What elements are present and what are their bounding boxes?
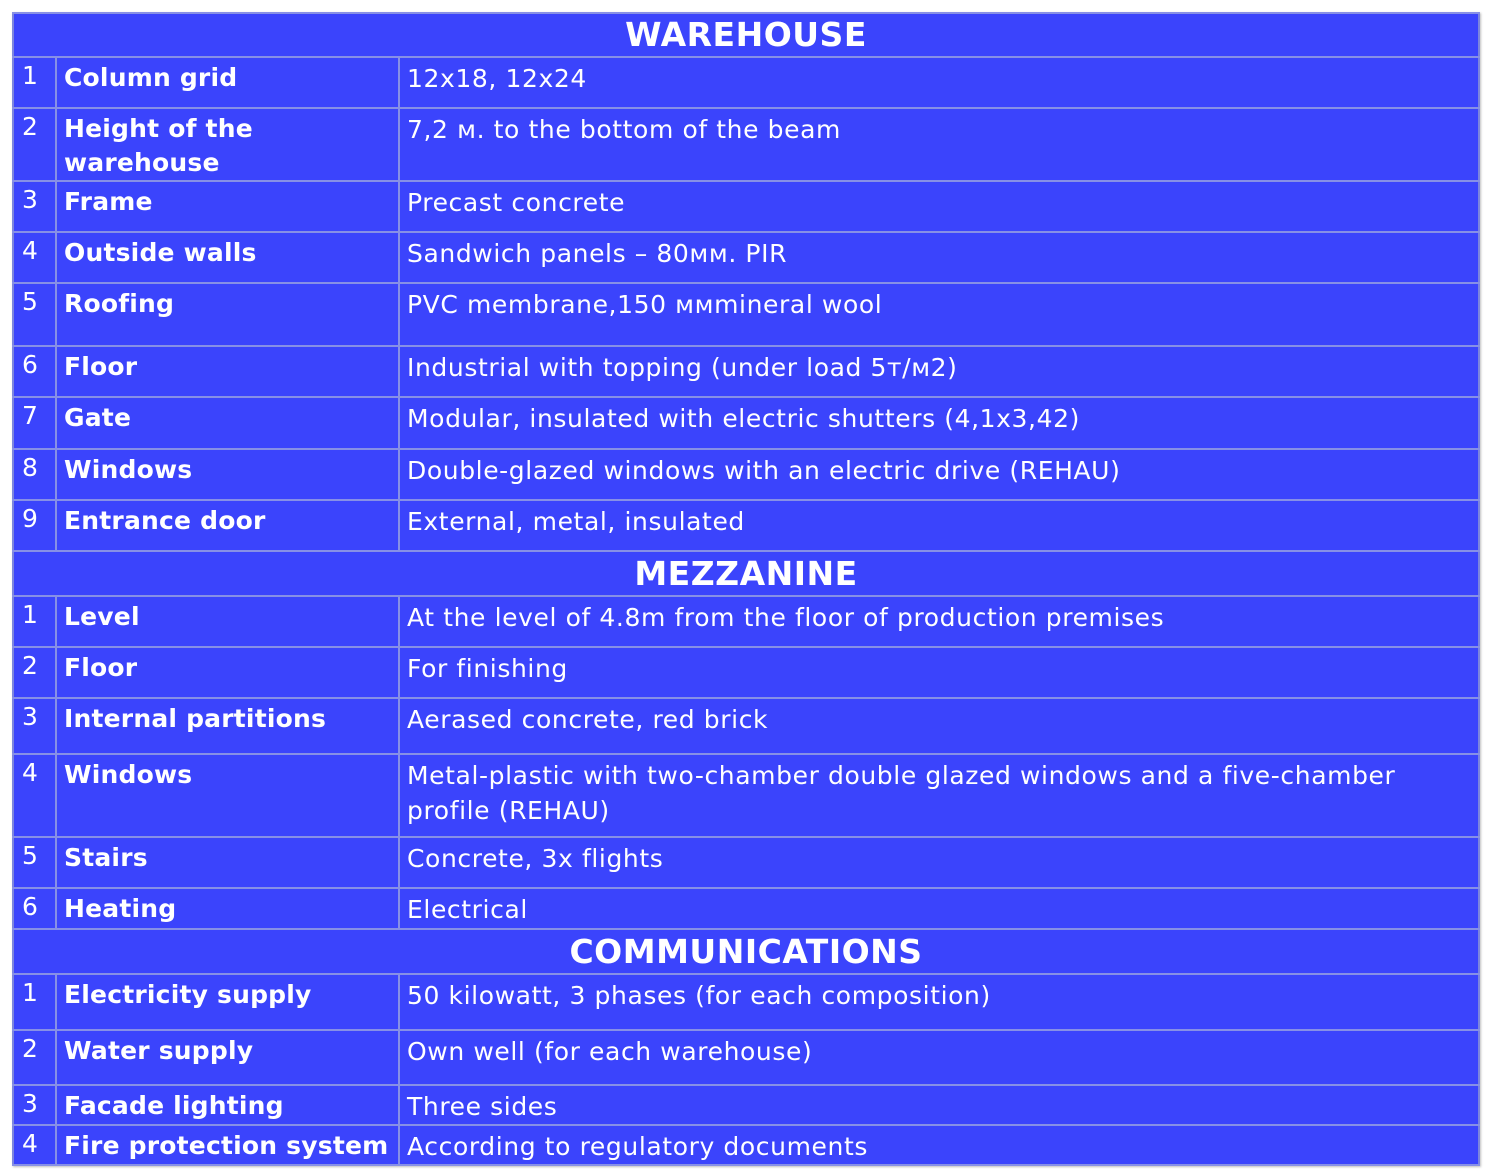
- row-value: At the level of 4.8m from the floor of production premises: [399, 596, 1479, 647]
- row-value: Own well (for each warehouse): [399, 1030, 1479, 1085]
- row-number: 4: [13, 754, 56, 837]
- row-parameter: Facade lighting: [56, 1085, 399, 1125]
- row-parameter: Floor: [56, 346, 399, 397]
- row-number: 4: [13, 232, 56, 283]
- table-row: [13, 108, 1479, 181]
- row-value: 12x18, 12x24: [399, 57, 1479, 108]
- row-number: 6: [13, 888, 56, 929]
- row-number: 7: [13, 397, 56, 449]
- row-parameter: Level: [56, 596, 399, 647]
- section-header-mezzanine: [13, 551, 1479, 596]
- table-row: [13, 397, 1479, 449]
- row-value: For finishing: [399, 647, 1479, 698]
- table-row: [13, 346, 1479, 397]
- row-parameter: Electricity supply: [56, 974, 399, 1030]
- table-row: [13, 283, 1479, 346]
- section-title: WAREHOUSE: [13, 13, 1479, 57]
- row-parameter: Water supply: [56, 1030, 399, 1085]
- row-number: 2: [13, 647, 56, 698]
- row-number: 6: [13, 346, 56, 397]
- row-value: Three sides: [399, 1085, 1479, 1125]
- table-row: [13, 1125, 1479, 1165]
- row-parameter: Roofing: [56, 283, 399, 346]
- row-parameter: Heating: [56, 888, 399, 929]
- table-row: [13, 500, 1479, 551]
- row-number: 2: [13, 1030, 56, 1085]
- row-value: 50 kilowatt, 3 phases (for each composition): [399, 974, 1479, 1030]
- table-row: [13, 232, 1479, 283]
- row-value: Metal-plastic with two-chamber double glazed windows and a five-chamber profile (REHAU): [399, 754, 1479, 837]
- row-value: Electrical: [399, 888, 1479, 929]
- row-value: Sandwich panels – 80мм. PIR: [399, 232, 1479, 283]
- row-value: Modular, insulated with electric shutters (4,1x3,42): [399, 397, 1479, 449]
- row-value: 7,2 м. to the bottom of the beam: [399, 108, 1479, 181]
- row-number: 1: [13, 974, 56, 1030]
- row-number: 4: [13, 1125, 56, 1165]
- row-parameter: Internal partitions: [56, 698, 399, 754]
- table-row: [13, 888, 1479, 929]
- row-parameter: Entrance door: [56, 500, 399, 551]
- table-row: [13, 181, 1479, 232]
- table-row: [13, 647, 1479, 698]
- section-title: MEZZANINE: [13, 551, 1479, 596]
- row-value: Double-glazed windows with an electric drive (REHAU): [399, 449, 1479, 500]
- section-title: COMMUNICATIONS: [13, 929, 1479, 974]
- row-value: External, metal, insulated: [399, 500, 1479, 551]
- table-row: [13, 698, 1479, 754]
- row-number: 2: [13, 108, 56, 181]
- row-parameter: Column grid: [56, 57, 399, 108]
- row-number: 9: [13, 500, 56, 551]
- row-parameter: Gate: [56, 397, 399, 449]
- row-number: 1: [13, 57, 56, 108]
- spec-table-body: [13, 13, 1479, 1165]
- table-row: [13, 596, 1479, 647]
- table-row: [13, 837, 1479, 888]
- row-value: PVC membrane,150 ммmineral wool: [399, 283, 1479, 346]
- table-row: [13, 1085, 1479, 1125]
- row-value: According to regulatory documents: [399, 1125, 1479, 1165]
- row-number: 3: [13, 698, 56, 754]
- row-number: 3: [13, 181, 56, 232]
- row-parameter: Stairs: [56, 837, 399, 888]
- row-number: 8: [13, 449, 56, 500]
- section-header-communications: [13, 929, 1479, 974]
- row-parameter: Outside walls: [56, 232, 399, 283]
- table-row: [13, 449, 1479, 500]
- row-value: Aerased concrete, red brick: [399, 698, 1479, 754]
- table-row: [13, 754, 1479, 837]
- table-row: [13, 57, 1479, 108]
- spec-table: [12, 12, 1480, 1166]
- row-number: 5: [13, 283, 56, 346]
- row-parameter: Frame: [56, 181, 399, 232]
- row-number: 3: [13, 1085, 56, 1125]
- row-number: 5: [13, 837, 56, 888]
- row-value: Concrete, 3x flights: [399, 837, 1479, 888]
- row-parameter: Windows: [56, 449, 399, 500]
- table-row: [13, 1030, 1479, 1085]
- row-parameter: Floor: [56, 647, 399, 698]
- row-number: 1: [13, 596, 56, 647]
- row-parameter: Height of the warehouse: [56, 108, 399, 181]
- row-parameter: Windows: [56, 754, 399, 837]
- table-row: [13, 974, 1479, 1030]
- section-header-warehouse: [13, 13, 1479, 57]
- row-value: Industrial with topping (under load 5т/м2): [399, 346, 1479, 397]
- row-value: Precast concrete: [399, 181, 1479, 232]
- row-parameter: Fire protection system: [56, 1125, 399, 1165]
